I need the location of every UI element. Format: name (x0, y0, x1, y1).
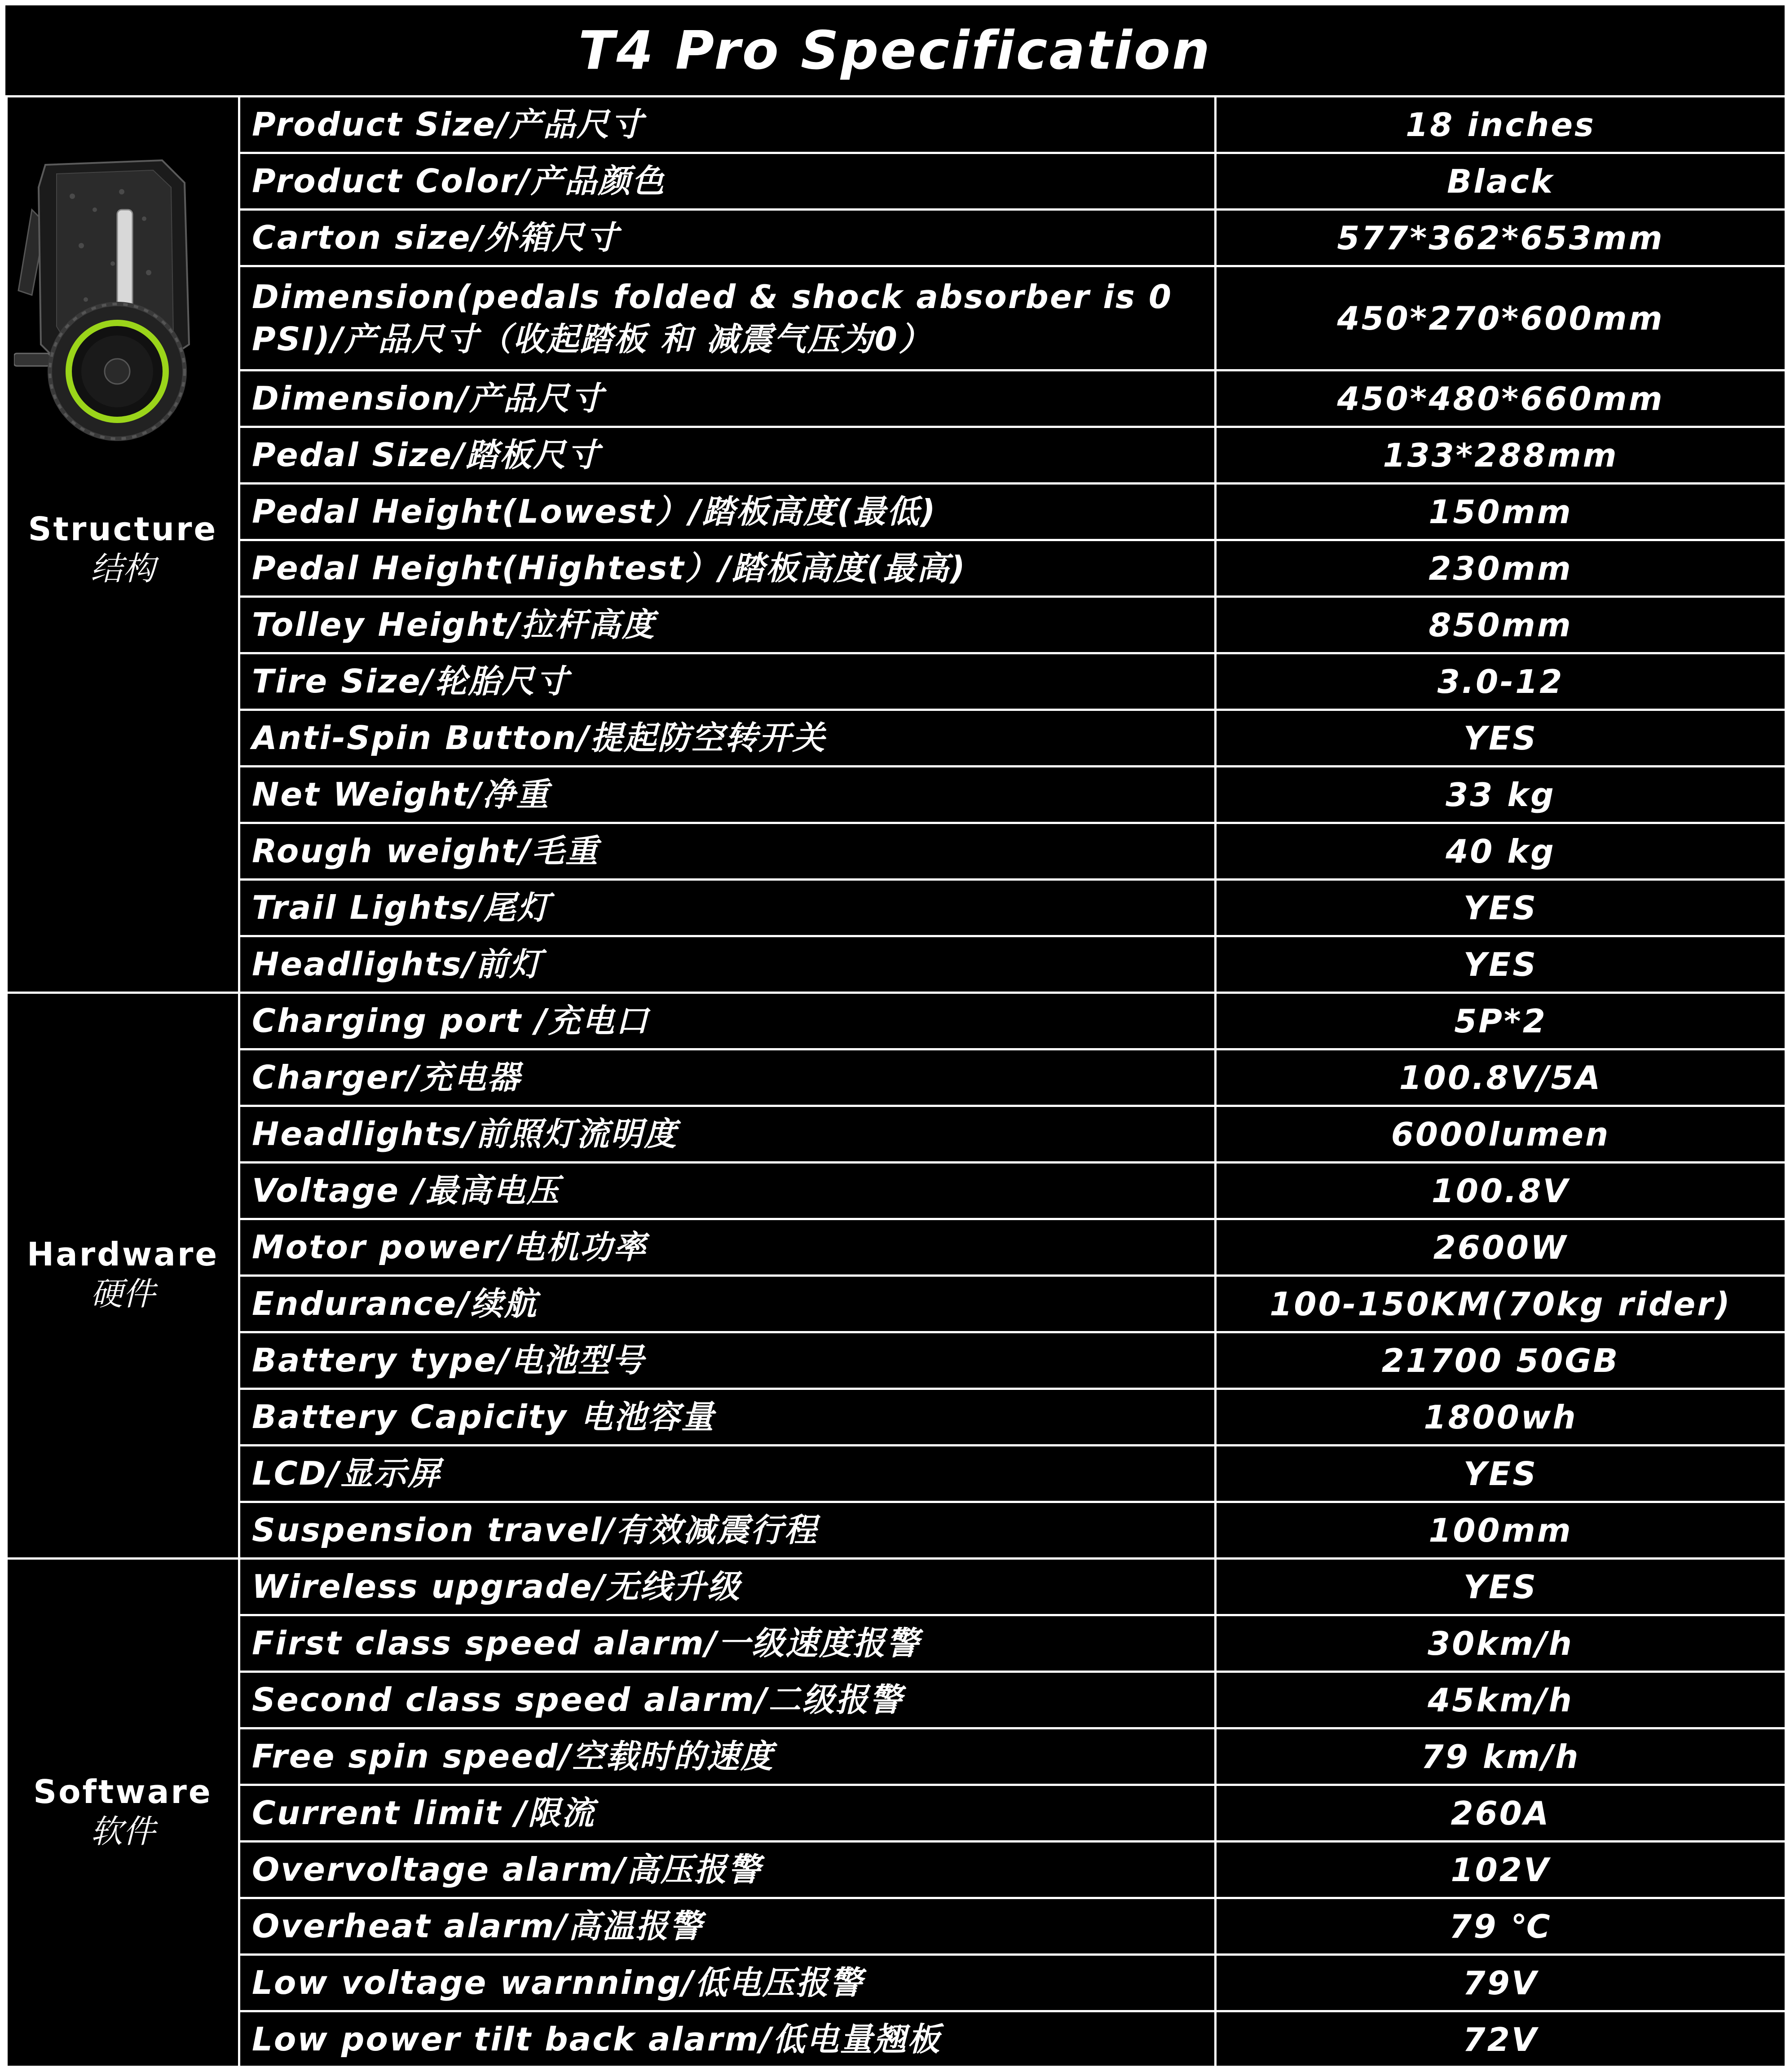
table-row (7, 1049, 1786, 1106)
value-cell: YES (1216, 1559, 1786, 1615)
param-cell: Wireless upgrade/无线升级 (239, 1559, 1216, 1615)
section-software (7, 1559, 239, 2068)
param-cell: Charging port /充电口 (239, 993, 1216, 1049)
value-cell: 100-150KM(70kg rider) (1216, 1276, 1786, 1332)
value-cell: 79 ℃ (1216, 1898, 1786, 1955)
table-row (7, 153, 1786, 210)
value-cell: 6000lumen (1216, 1106, 1786, 1163)
table-row (7, 993, 1786, 1049)
table-row (7, 710, 1786, 767)
section-structure (7, 97, 239, 993)
page-title: T4 Pro Specification (578, 19, 1212, 81)
param-cell: Headlights/前照灯流明度 (239, 1106, 1216, 1163)
value-cell: 21700 50GB (1216, 1332, 1786, 1389)
table-row (7, 880, 1786, 936)
param-cell: Carton size/外箱尺寸 (239, 210, 1216, 266)
param-cell: Suspension travel/有效减震行程 (239, 1502, 1216, 1559)
table-row (7, 266, 1786, 370)
param-cell: Net Weight/净重 (239, 767, 1216, 823)
param-cell: Pedal Height(Lowest）/踏板高度(最低) (239, 484, 1216, 540)
table-row (7, 653, 1786, 710)
section-label-structure: Structure (28, 510, 218, 548)
param-cell: Second class speed alarm/二级报警 (239, 1672, 1216, 1728)
value-cell: 577*362*653mm (1216, 210, 1786, 266)
section-label-software: Software (33, 1773, 212, 1811)
value-cell: 3.0-12 (1216, 653, 1786, 710)
table-row (7, 1163, 1786, 1219)
section-label-hardware-zh: 硬件 (90, 1275, 155, 1313)
value-cell: 100.8V (1216, 1163, 1786, 1219)
table-row (7, 1219, 1786, 1276)
value-cell: 102V (1216, 1842, 1786, 1898)
param-cell: Anti-Spin Button/提起防空转开关 (239, 710, 1216, 767)
table-row (7, 936, 1786, 993)
param-cell: LCD/显示屏 (239, 1446, 1216, 1502)
table-row (7, 823, 1786, 880)
value-cell: 450*480*660mm (1216, 370, 1786, 427)
value-cell: YES (1216, 710, 1786, 767)
table-row (7, 1785, 1786, 1842)
value-cell: 260A (1216, 1785, 1786, 1842)
section-hardware (7, 993, 239, 1559)
value-cell: Black (1216, 153, 1786, 210)
param-cell: Free spin speed/空载时的速度 (239, 1728, 1216, 1785)
table-row (7, 1955, 1786, 2011)
table-row (7, 2011, 1786, 2068)
param-cell: Motor power/电机功率 (239, 1219, 1216, 1276)
table-row (7, 1559, 1786, 1615)
table-row (7, 597, 1786, 653)
section-label-software-zh: 软件 (90, 1812, 155, 1851)
value-cell: 45km/h (1216, 1672, 1786, 1728)
param-cell: First class speed alarm/一级速度报警 (239, 1615, 1216, 1672)
table-row (7, 210, 1786, 266)
spec-table (5, 95, 1787, 2069)
param-cell: Tire Size/轮胎尺寸 (239, 653, 1216, 710)
section-label-hardware: Hardware (26, 1235, 219, 1274)
table-row (7, 484, 1786, 540)
table-row (7, 1898, 1786, 1955)
value-cell: 2600W (1216, 1219, 1786, 1276)
table-row (7, 1389, 1786, 1446)
value-cell: 450*270*600mm (1216, 266, 1786, 370)
param-cell: Endurance/续航 (239, 1276, 1216, 1332)
table-row (7, 427, 1786, 484)
param-cell: Low power tilt back alarm/低电量翘板 (239, 2011, 1216, 2068)
table-row (7, 1672, 1786, 1728)
param-cell: Low voltage warnning/低电压报警 (239, 1955, 1216, 2011)
table-row (7, 1106, 1786, 1163)
value-cell: 230mm (1216, 540, 1786, 597)
value-cell: YES (1216, 1446, 1786, 1502)
param-cell: Battery type/电池型号 (239, 1332, 1216, 1389)
param-cell: Current limit /限流 (239, 1785, 1216, 1842)
param-cell: Overvoltage alarm/高压报警 (239, 1842, 1216, 1898)
table-row (7, 1276, 1786, 1332)
value-cell: 1800wh (1216, 1389, 1786, 1446)
table-row (7, 540, 1786, 597)
param-cell: Pedal Size/踏板尺寸 (239, 427, 1216, 484)
value-cell: 79 km/h (1216, 1728, 1786, 1785)
value-cell: 72V (1216, 2011, 1786, 2068)
param-cell: Product Size/产品尺寸 (239, 97, 1216, 153)
param-cell: Headlights/前灯 (239, 936, 1216, 993)
table-row (7, 1502, 1786, 1559)
section-label-structure-zh: 结构 (90, 549, 155, 587)
value-cell: 40 kg (1216, 823, 1786, 880)
value-cell: 100mm (1216, 1502, 1786, 1559)
value-cell: YES (1216, 936, 1786, 993)
value-cell: 30km/h (1216, 1615, 1786, 1672)
value-cell: 33 kg (1216, 767, 1786, 823)
param-cell: Tolley Height/拉杆高度 (239, 597, 1216, 653)
spec-sheet (5, 5, 1785, 2066)
value-cell: 100.8V/5A (1216, 1049, 1786, 1106)
param-cell: Battery Capicity 电池容量 (239, 1389, 1216, 1446)
table-row (7, 767, 1786, 823)
table-row (7, 1842, 1786, 1898)
param-cell: Rough weight/毛重 (239, 823, 1216, 880)
param-cell: Voltage /最高电压 (239, 1163, 1216, 1219)
param-cell: Pedal Height(Hightest）/踏板高度(最高) (239, 540, 1216, 597)
value-cell: 5P*2 (1216, 993, 1786, 1049)
param-cell: Product Color/产品颜色 (239, 153, 1216, 210)
value-cell: 18 inches (1216, 97, 1786, 153)
table-row (7, 1332, 1786, 1389)
unicycle-product-image (14, 156, 203, 443)
value-cell: YES (1216, 880, 1786, 936)
param-cell: Dimension(pedals folded & shock absorber is 0 PSI)/产品尺寸（收起踏板 和 减震气压为0） (239, 266, 1216, 370)
table-row (7, 370, 1786, 427)
value-cell: 850mm (1216, 597, 1786, 653)
table-row (7, 97, 1786, 153)
value-cell: 133*288mm (1216, 427, 1786, 484)
param-cell: Charger/充电器 (239, 1049, 1216, 1106)
param-cell: Trail Lights/尾灯 (239, 880, 1216, 936)
value-cell: 79V (1216, 1955, 1786, 2011)
value-cell: 150mm (1216, 484, 1786, 540)
table-row (7, 1615, 1786, 1672)
table-row (7, 1728, 1786, 1785)
param-cell: Dimension/产品尺寸 (239, 370, 1216, 427)
param-cell: Overheat alarm/高温报警 (239, 1898, 1216, 1955)
table-row (7, 1446, 1786, 1502)
